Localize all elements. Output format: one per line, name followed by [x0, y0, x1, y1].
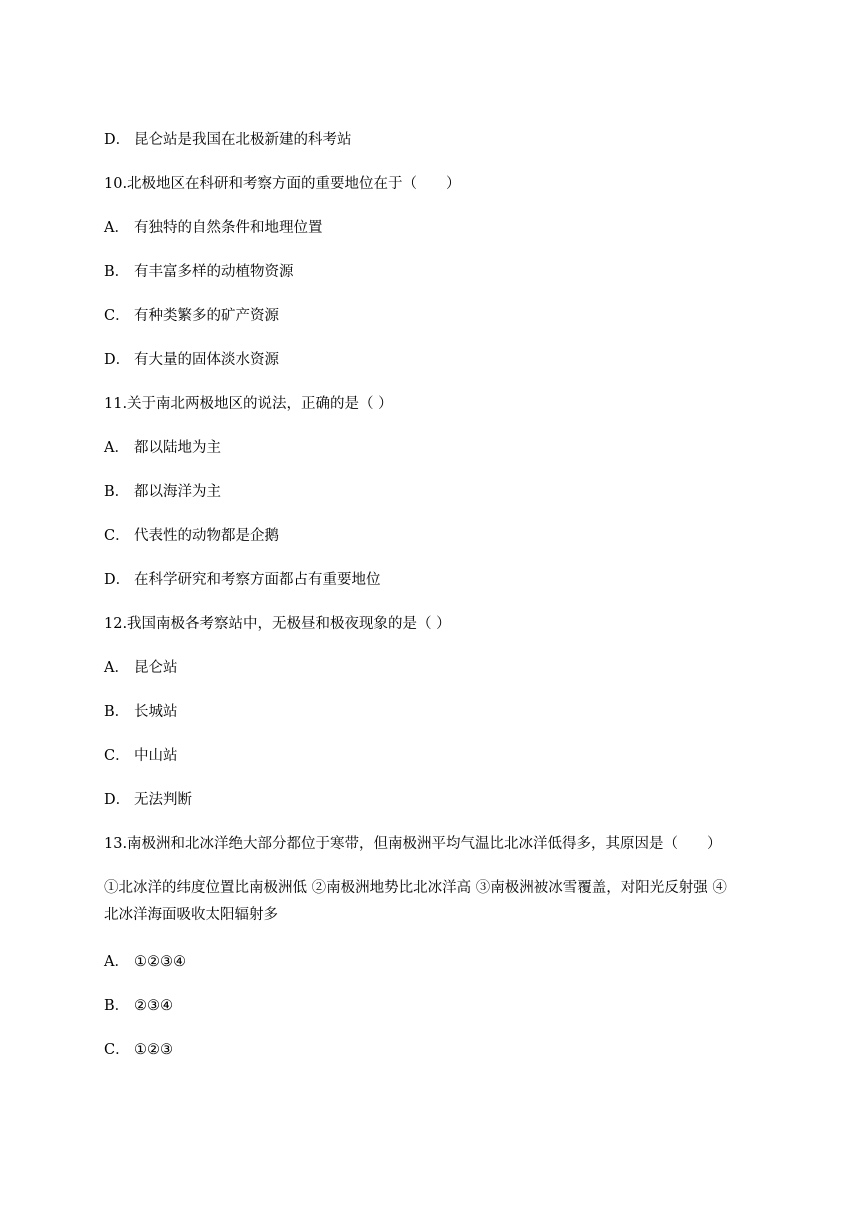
q10-option-d	[104, 350, 279, 370]
option-text: ①②③	[134, 1042, 173, 1058]
option-text: 都以海洋为主	[134, 484, 221, 500]
option-text: 昆仑站	[134, 660, 178, 676]
option-letter: D．	[104, 352, 131, 368]
q11-option-b	[104, 482, 221, 502]
option-letter: D．	[104, 792, 131, 808]
q10-option-b	[104, 262, 294, 282]
option-text: 有大量的固体淡水资源	[134, 352, 279, 368]
q10-option-a	[104, 218, 323, 238]
option-text: 代表性的动物都是企鹅	[134, 528, 279, 544]
q13-option-b	[104, 996, 173, 1016]
option-letter: C．	[104, 528, 130, 544]
q11-option-a	[104, 438, 221, 458]
q10-option-c	[104, 306, 279, 326]
option-text: 无法判断	[134, 792, 192, 808]
option-letter: A．	[104, 440, 129, 456]
option-letter: B．	[104, 998, 130, 1014]
option-letter: C．	[104, 308, 130, 324]
q13-stem: 13.南极洲和北冰洋绝大部分都位于寒带，但南极洲平均气温比北冰洋低得多，其原因是（ ）	[104, 836, 722, 852]
option-text: 有丰富多样的动植物资源	[134, 264, 294, 280]
q12-option-d	[104, 790, 192, 810]
option-letter: C．	[104, 748, 130, 764]
option-letter: B．	[104, 484, 130, 500]
option-text: 都以陆地为主	[134, 440, 221, 456]
option-text: 昆仑站是我国在北极新建的科考站	[134, 132, 352, 148]
option-text: 有独特的自然条件和地理位置	[134, 220, 323, 236]
option-letter: D．	[104, 132, 131, 148]
q11-option-c	[104, 526, 279, 546]
q13-statements-line-2: 北冰洋海面吸收太阳辐射多	[104, 907, 278, 923]
option-text: ①②③④	[134, 954, 186, 970]
option-letter: A．	[104, 954, 129, 970]
option-text: 中山站	[134, 748, 178, 764]
option-letter: D．	[104, 572, 131, 588]
q13-option-a	[104, 952, 186, 972]
q13-option-c	[104, 1040, 173, 1060]
option-text: 有种类繁多的矿产资源	[134, 308, 279, 324]
option-text: ②③④	[134, 998, 173, 1014]
q11-option-d	[104, 570, 381, 590]
option-letter: B．	[104, 704, 130, 720]
option-text: 长城站	[134, 704, 178, 720]
q9-option-d	[104, 130, 352, 150]
q13-statements-line-1: ①北冰洋的纬度位置比南极洲低 ②南极洲地势比北冰洋高 ③南极洲被冰雪覆盖，对阳光反射强 ④	[104, 880, 727, 896]
q10-stem: 10.北极地区在科研和考察方面的重要地位在于（ ）	[104, 176, 461, 192]
option-letter: B．	[104, 264, 130, 280]
q12-option-a	[104, 658, 178, 678]
option-letter: A．	[104, 220, 129, 236]
option-letter: C．	[104, 1042, 130, 1058]
option-text: 在科学研究和考察方面都占有重要地位	[134, 572, 381, 588]
q12-option-b	[104, 702, 178, 722]
q11-stem: 11.关于南北两极地区的说法，正确的是（ ）	[104, 396, 393, 412]
q12-stem: 12.我国南极各考察站中，无极昼和极夜现象的是（ ）	[104, 616, 451, 632]
option-letter: A．	[104, 660, 129, 676]
q12-option-c	[104, 746, 178, 766]
